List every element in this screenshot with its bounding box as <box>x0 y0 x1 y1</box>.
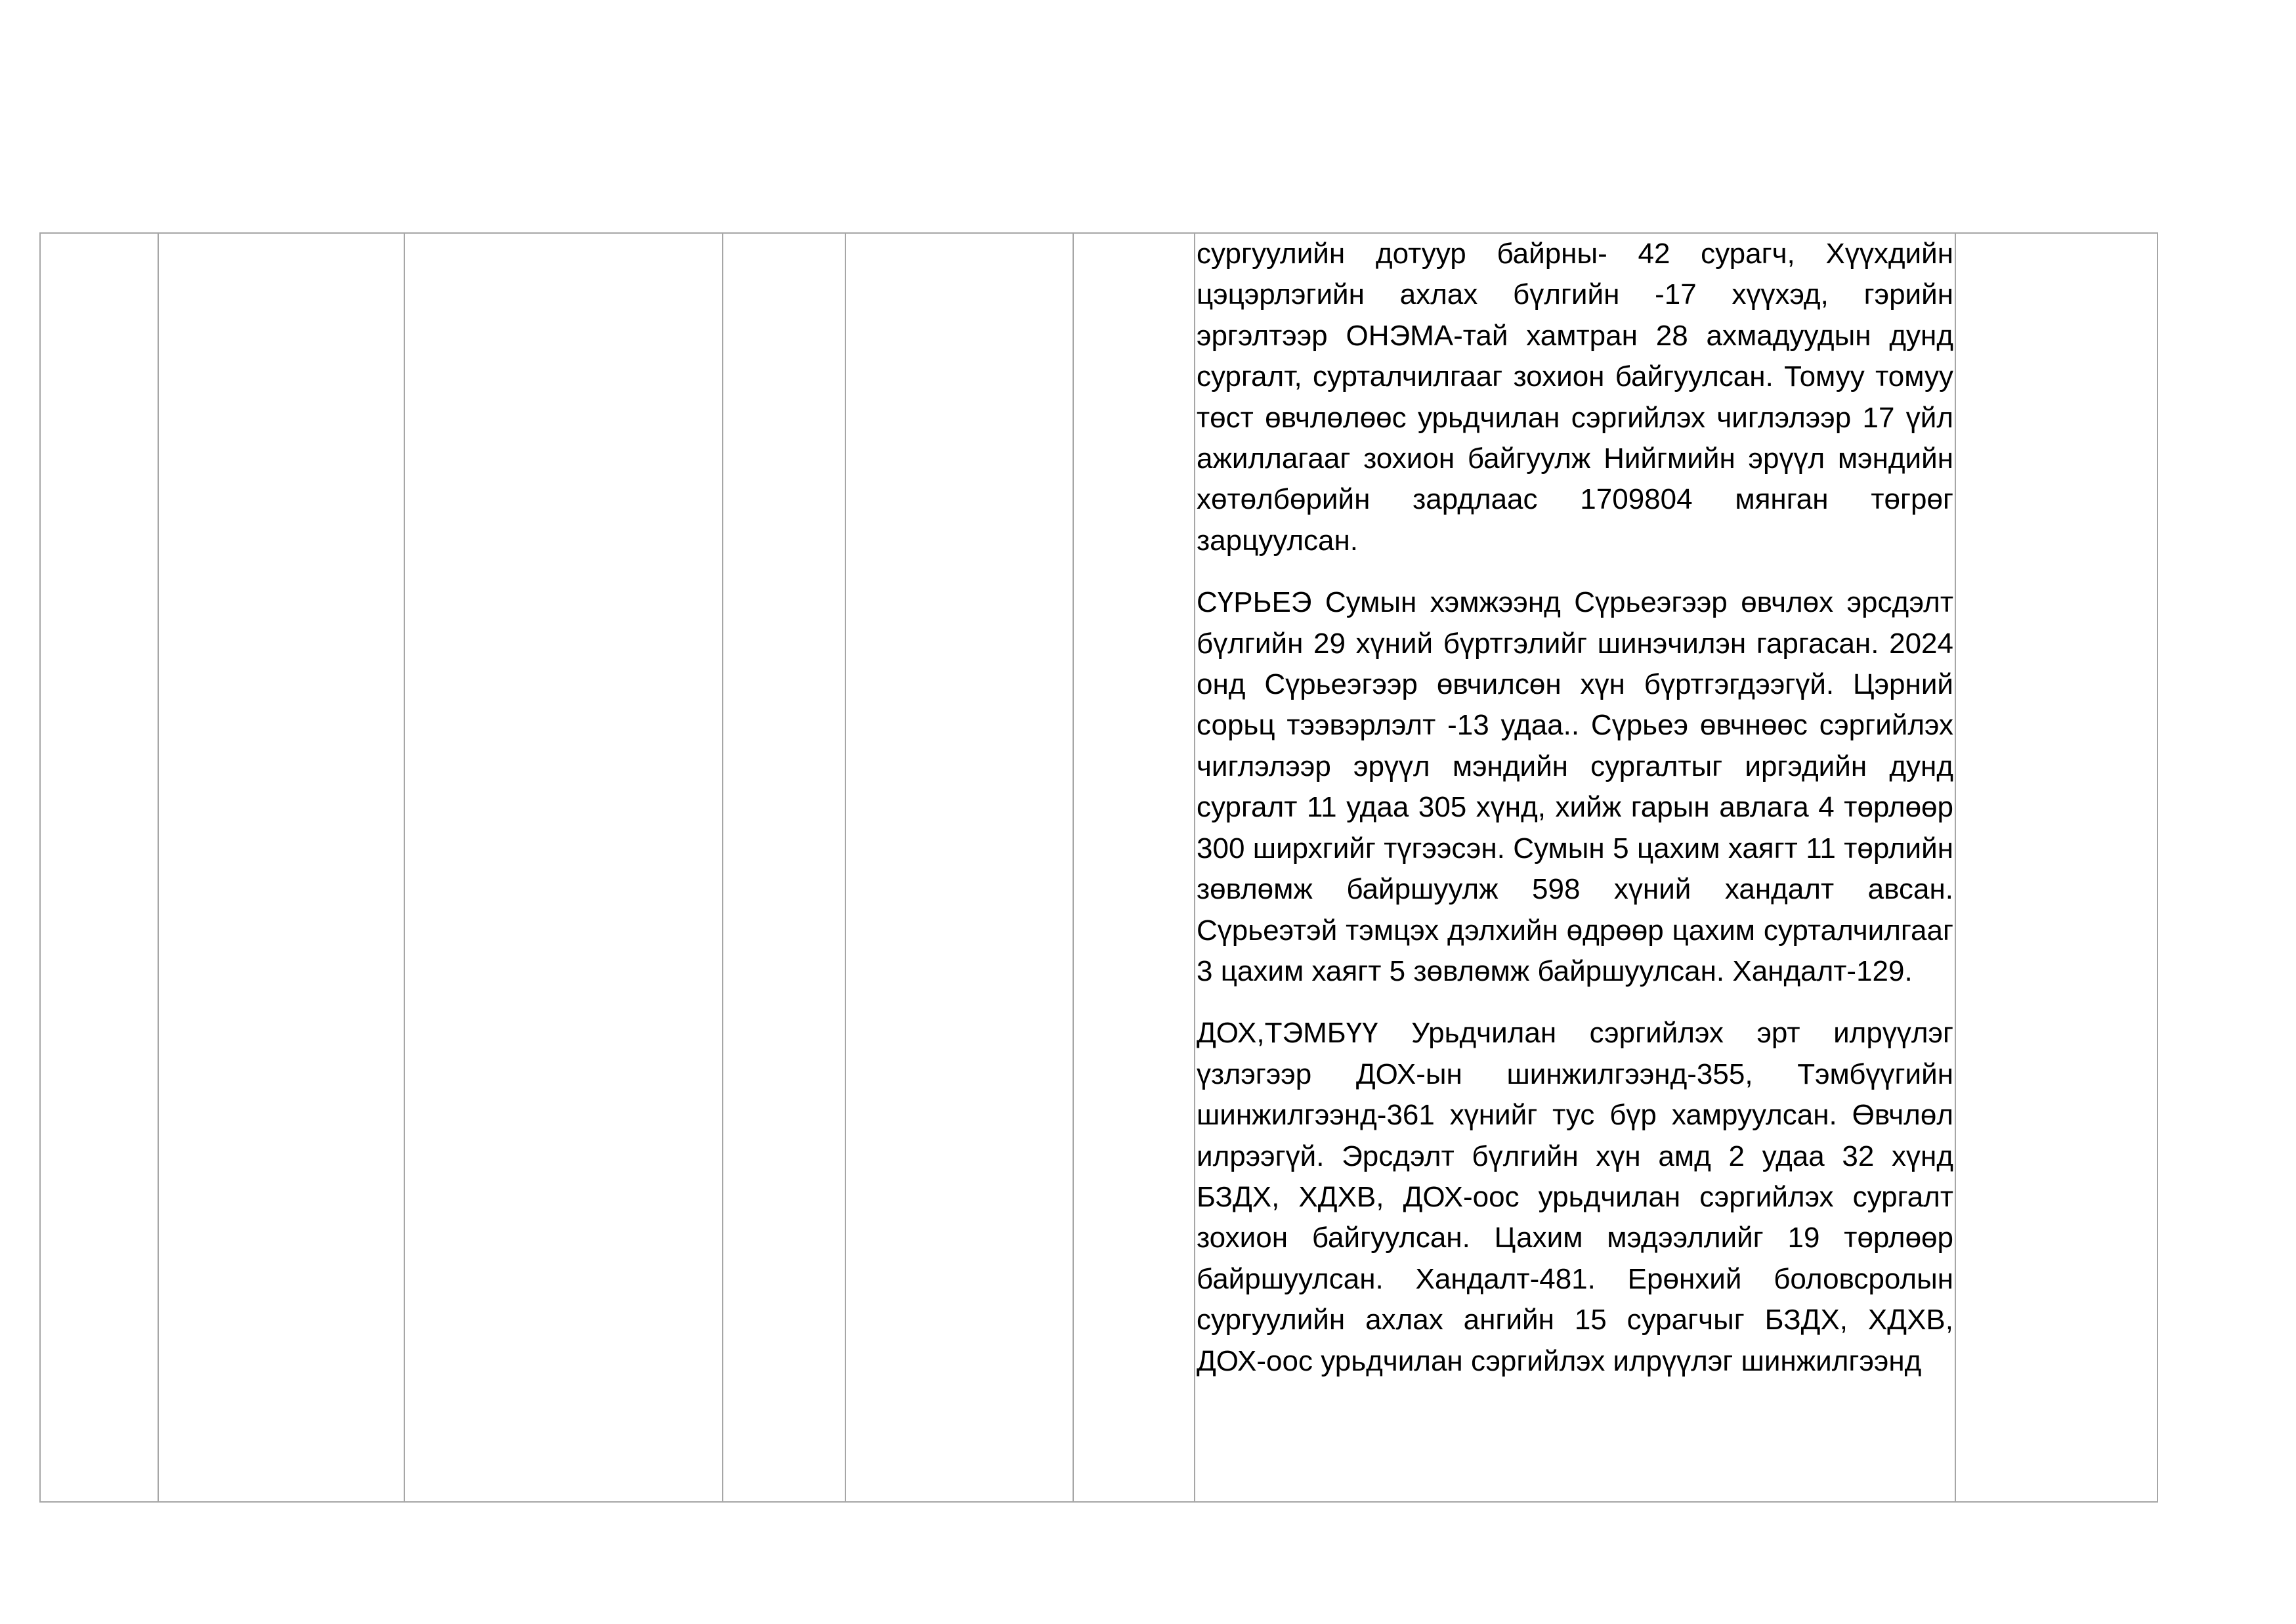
table-cell-col-1 <box>40 233 158 1502</box>
paragraph-tuberculosis: СҮРЬЕЭ Сумын хэмжээнд Сүрьеэгээр өвчлөх эрсдэлт бүлгийн 29 хүний бүртгэлийг шинэчилэн гаргасан. 2024 онд Сүрьеэгээр өвчилсөн хүн бүртгэгдээгүй. Цэрний сорьц тээвэрлэлт -13 удаа.. Сүрьеэ өвчнөөс сэргийлэх чиглэлээр эрүүл мэндийн сургалтыг иргэдийн дунд сургалт 11 удаа 305 хүнд, хийж гарын авлага 4 төрлөөр 300 ширхгийг түгээсэн. Сумын 5 цахим хаягт 11 төрлийн зөвлөмж байршуулж 598 хүний хандалт авсан. Сүрьеэтэй тэмцэх дэлхийн өдрөөр цахим сурталчилгааг 3 цахим хаягт 5 зөвлөмж байршуулсан. Хандалт-129. <box>1197 586 1953 987</box>
table-row <box>40 233 2158 1502</box>
table-cell-col-4 <box>723 233 845 1502</box>
paragraph-hiv-syphilis: ДОХ,ТЭМБҮҮ Урьдчилан сэргийлэх эрт илрүүлэг үзлэгээр ДОХ-ын шинжилгээнд-355, Тэмбүүгийн шинжилгээнд-361 хүнийг тус бүр хамруулсан. Өвчлөл илрээгүй. Эрсдэлт бүлгийн хүн амд 2 удаа 32 хүнд БЗДХ, ХДХВ, ДОХ-оос урьдчилан сэргийлэх сургалт зохион байгуулсан. Цахим мэдээллийг 19 төрлөөр байршуулсан. Хандалт-481. Ерөнхий боловсролын сургуулийн ахлах ангийн 15 сурагчыг БЗДХ, ХДХВ, ДОХ-оос урьдчилан сэргийлэх илрүүлэг шинжилгээнд <box>1197 1017 1953 1377</box>
table-cell-col-5 <box>845 233 1073 1502</box>
table-cell-col-8 <box>1955 233 2158 1502</box>
table-cell-col-2 <box>158 233 404 1502</box>
paragraph-vaccination-training: сургуулийн дотуур байрны- 42 сурагч, Хүүхдийн цэцэрлэгийн ахлах бүлгийн -17 хүүхэд, гэрийн эргэлтээр ОНЭМА-тай хамтран 28 ахмадуудын дунд сургалт, сурталчилгааг зохион байгуулсан. Томуу томуу төст өвчлөлөөс урьдчилан сэргийлэх чиглэлээр 17 үйл ажиллагааг зохион байгуулж Нийгмийн эрүүл мэндийн хөтөлбөрийн зардлаас 1709804 мянган төгрөг зарцуулсан. <box>1197 238 1953 557</box>
report-table <box>39 232 2158 1503</box>
table-cell-activity-report <box>1195 233 1955 1502</box>
table-cell-col-6 <box>1073 233 1195 1502</box>
activity-report-text <box>1195 234 1955 1382</box>
table-cell-col-3 <box>404 233 723 1502</box>
